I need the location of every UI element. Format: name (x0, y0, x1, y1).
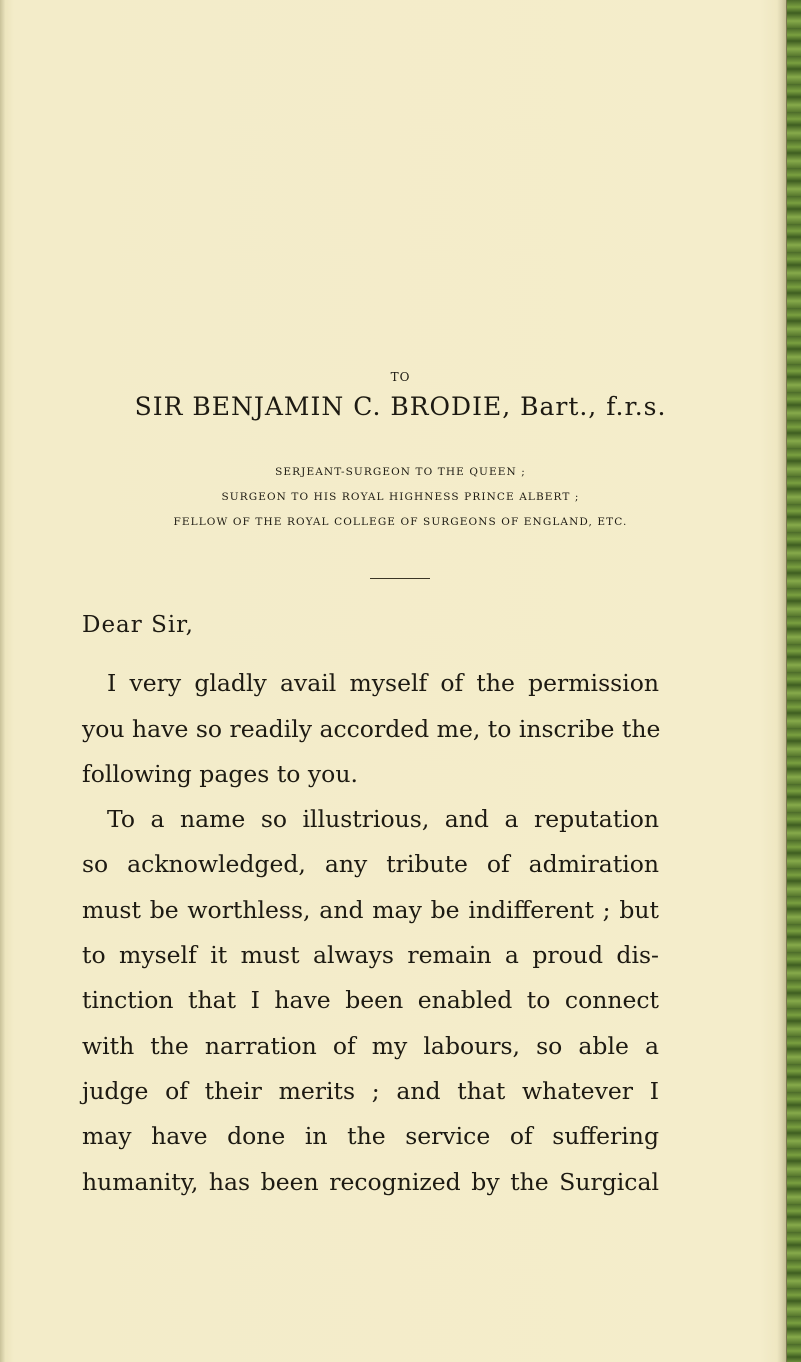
separator-rule (370, 578, 430, 579)
page-left-edge (0, 0, 5, 1362)
dedicatee-title-1: SERJEANT-SURGEON TO THE QUEEN ; (275, 466, 526, 478)
book-binding-edge (786, 0, 801, 1362)
body-line-3: following pages to you. (82, 760, 358, 788)
body-line-10: judge of their merits ; and that whatever I (82, 1077, 659, 1105)
body-line-6: must be worthless, and may be indifferent ; but (82, 896, 659, 924)
body-line-1: I very gladly avail myself of the permission (107, 669, 659, 697)
body-line-12: humanity, has been recognized by the Surgical (82, 1168, 659, 1196)
body-line-5: so acknowledged, any tribute of admiration (82, 850, 659, 878)
dedicatee-title-3: FELLOW OF THE ROYAL COLLEGE OF SURGEONS OF ENGLAND, ETC. (173, 516, 628, 528)
body-line-8: tinction that I have been enabled to connect (82, 986, 659, 1014)
dedicatee-name: SIR BENJAMIN C. BRODIE, Bart., f.r.s. (134, 392, 667, 421)
dedicatee-title-2: SURGEON TO HIS ROYAL HIGHNESS PRINCE ALBERT ; (221, 491, 580, 503)
dedication-to: TO (390, 370, 411, 384)
salutation: Dear Sir, (82, 612, 194, 638)
body-line-4: To a name so illustrious, and a reputation (107, 805, 659, 833)
body-line-7: to myself it must always remain a proud dis- (82, 941, 659, 969)
body-line-2: you have so readily accorded me, to inscribe the (82, 715, 661, 743)
body-line-11: may have done in the service of suffering (82, 1122, 659, 1150)
body-line-9: with the narration of my labours, so able a (82, 1032, 659, 1060)
